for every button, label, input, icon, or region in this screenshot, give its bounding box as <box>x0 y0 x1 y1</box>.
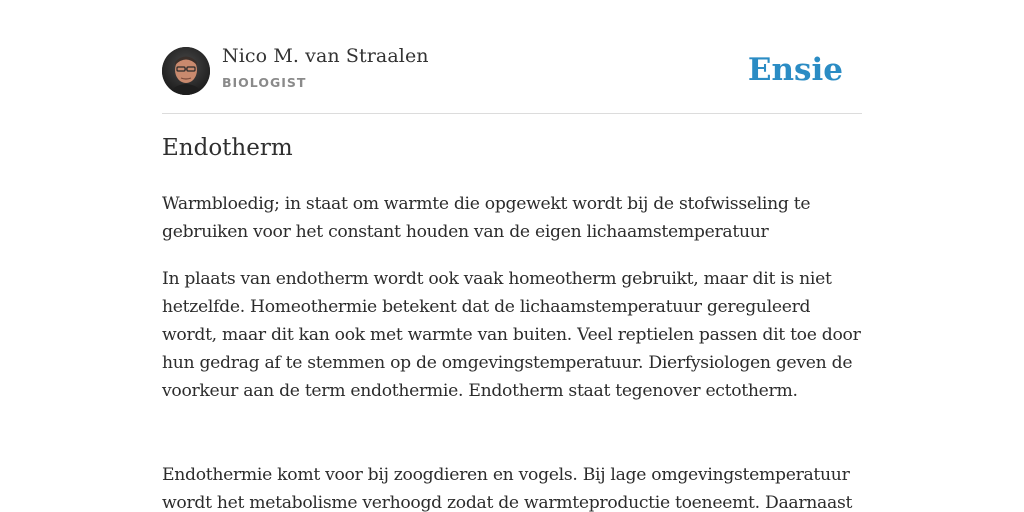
author-header <box>162 0 862 114</box>
author-photo-icon <box>162 47 210 95</box>
author-name[interactable]: Nico M. van Straalen <box>222 45 429 67</box>
author-role: BIOLOGIST <box>222 75 307 90</box>
author-avatar[interactable] <box>162 47 210 95</box>
term-title: Endotherm <box>162 135 293 161</box>
ensie-logo-link[interactable]: Ensie <box>747 52 843 88</box>
entry-container <box>162 0 862 512</box>
explanation-paragraph-2: Endothermie komt voor bij zoogdieren en vogels. Bij lage omgevingstemperatuur wordt het metabolisme verhoogd zodat de warmteproductie toeneemt. Daarnaast <box>162 465 853 512</box>
explanation-paragraph-1: In plaats van endotherm wordt ook vaak homeotherm gebruikt, maar dit is niet hetzelfde. Homeothermie betekent dat de lichaamstemperatuur gereguleerd wordt, maar dit kan ook met warmte van buiten. Veel reptielen passen dit toe door hun gedrag af te stemmen op de omgevingstemperatuur. Dierfysiologen geven de voorkeur aan de term endothermie. Endotherm staat tegenover ectotherm. <box>162 269 861 401</box>
term-definition: Warmbloedig; in staat om warmte die opgewekt wordt bij de stofwisseling te gebruiken voor het constant houden van de eigen lichaamstemperatuur <box>162 194 811 242</box>
